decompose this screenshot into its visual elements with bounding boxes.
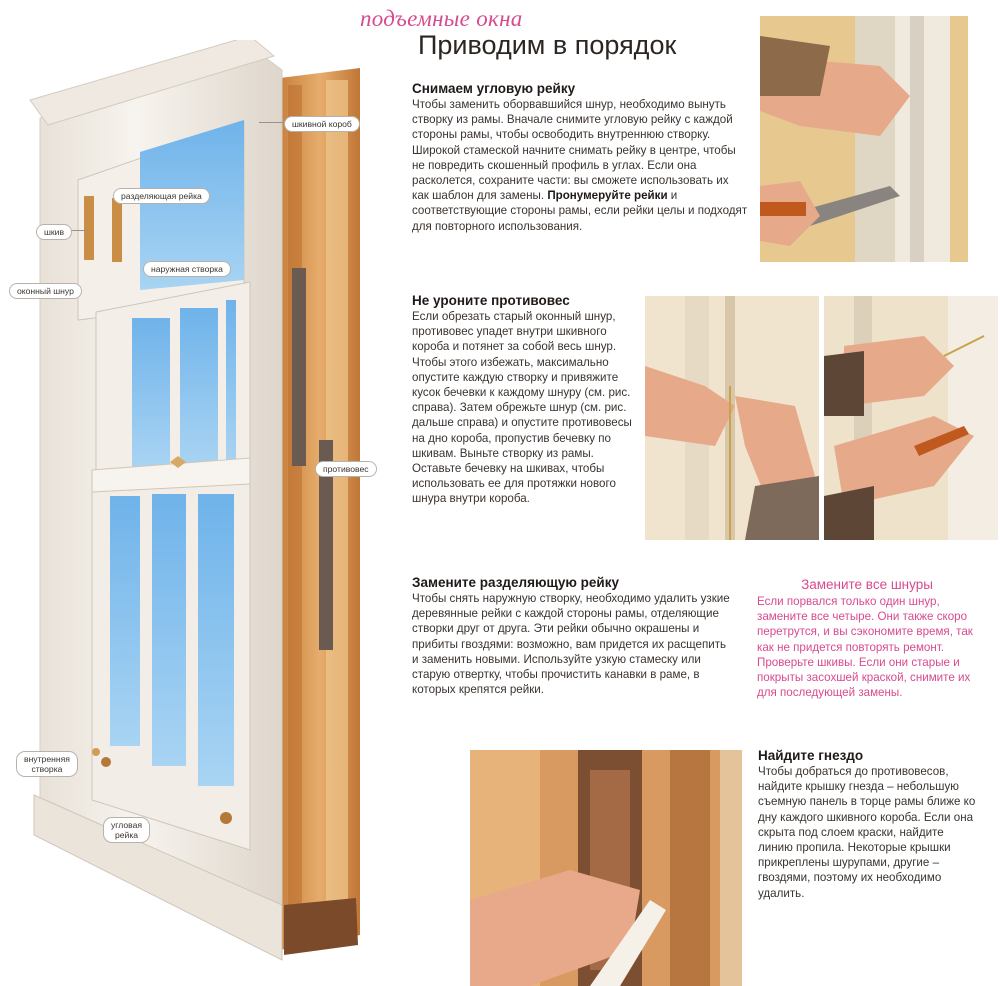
- section-body: [412, 97, 748, 234]
- leader-pulley-box: [259, 122, 287, 123]
- label-stop-bead-line1: угловая: [111, 820, 143, 830]
- label-inner-sash-line2: створка: [31, 764, 63, 774]
- section-heading: Замените разделяющую рейку: [412, 575, 619, 590]
- section-pocket: [758, 748, 980, 901]
- section-tag: подъемные окна: [360, 6, 523, 31]
- tip-body: Если порвался только один шнур, замените все четыре. Они также скоро перетрутся, и вы сэкономите время, так как не придется повторять ремонт. Проверьте шкивы. Если они старые и покрыты засохшей краской, снимите их для последующей замены.: [757, 595, 973, 700]
- section-body: Чтобы снять наружную створку, необходимо удалить узкие деревянные рейки с каждой стороны рамы, отделяющие створки друг от друга. Эти рейки обычно окрашены и прибиты гвоздями: возможно, вам придется их расщепить и заменить новыми. Используйте узкую стамеску или старую отвертку, чтобы прочистить канавки в раме, в которых крепятся рейки.: [412, 592, 730, 697]
- body-text: Чтобы заменить оборвавшийся шнур, необходимо вынуть створку из рамы. Вначале снимите угловую рейку с каждой стороны рамы, чтобы освободить внутреннюю створку. Широкой стамеской начните снимать рейку в центре, чтобы не повредить скошенный профиль в углах. Если она расколется, сохраните части: вы сможете использовать их как шаблон для замены.: [412, 98, 736, 203]
- photo-finding-pocket: [470, 750, 742, 986]
- photo-tying-string: [645, 296, 819, 540]
- label-stop-bead: [103, 817, 150, 843]
- sash-window-illustration: [0, 40, 370, 986]
- section-heading: Снимаем угловую рейку: [412, 81, 576, 96]
- label-inner-sash-line1: внутренняя: [24, 754, 70, 764]
- section-body: Если обрезать старый оконный шнур, противовес упадет внутри шкивного короба и потянет за собой весь шнур. Чтобы этого избежать, максимально опустите каждую створку и привяжите кусок бечевки к каждому шнуру (см. рис. справа). Затем обрежьте шнур (см. рис. дальше справа) и опустите противовесы на дно короба, пропустив бечевку по шкивам. Выньте створку из рамы. Оставьте бечевку на шкивах, чтобы использовать ее для протяжки нового шнура внутри короба.: [412, 310, 632, 506]
- page-title: Приводим в порядок: [418, 30, 677, 60]
- label-sash-cord: оконный шнур: [9, 283, 82, 299]
- label-stop-bead-line2: рейка: [114, 830, 139, 840]
- label-inner-sash: [16, 751, 78, 777]
- weight-left: [292, 268, 306, 466]
- tip-replace-all-cords: [757, 577, 977, 700]
- photo-chisel-removing-bead: [760, 16, 968, 262]
- section-heading: Найдите гнездо: [758, 748, 864, 763]
- section-remove-bead: [412, 81, 748, 234]
- label-pulley-box: шкивной короб: [284, 116, 360, 132]
- photo-cutting-cord: [824, 296, 998, 540]
- tip-heading: Замените все шнуры: [801, 577, 933, 592]
- section-body: Чтобы добраться до противовесов, найдите крышку гнезда – небольшую съемную панель в торце рамы ближе ко дну каждого шкивного короба. Если она скрыта под слоем краски, найдите линию пропила. Некоторые крышки прикреплены шурупами, другие – гвоздями, поэтому их необходимо удалить.: [758, 765, 976, 900]
- label-outer-sash: наружная створка: [143, 261, 231, 277]
- label-weight: противовес: [315, 461, 377, 477]
- body-emphasis: Пронумеруйте рейки: [547, 189, 668, 203]
- label-parting-bead: разделяющая рейка: [113, 188, 210, 204]
- section-parting-bead: [412, 575, 734, 697]
- section-heading: Не уроните противовес: [412, 293, 570, 308]
- body-tail: и соответствующие стороны рамы, если рейки целы и подходят для повторного использования.: [412, 189, 748, 233]
- label-pulley: шкив: [36, 224, 72, 240]
- section-weight: [412, 293, 634, 507]
